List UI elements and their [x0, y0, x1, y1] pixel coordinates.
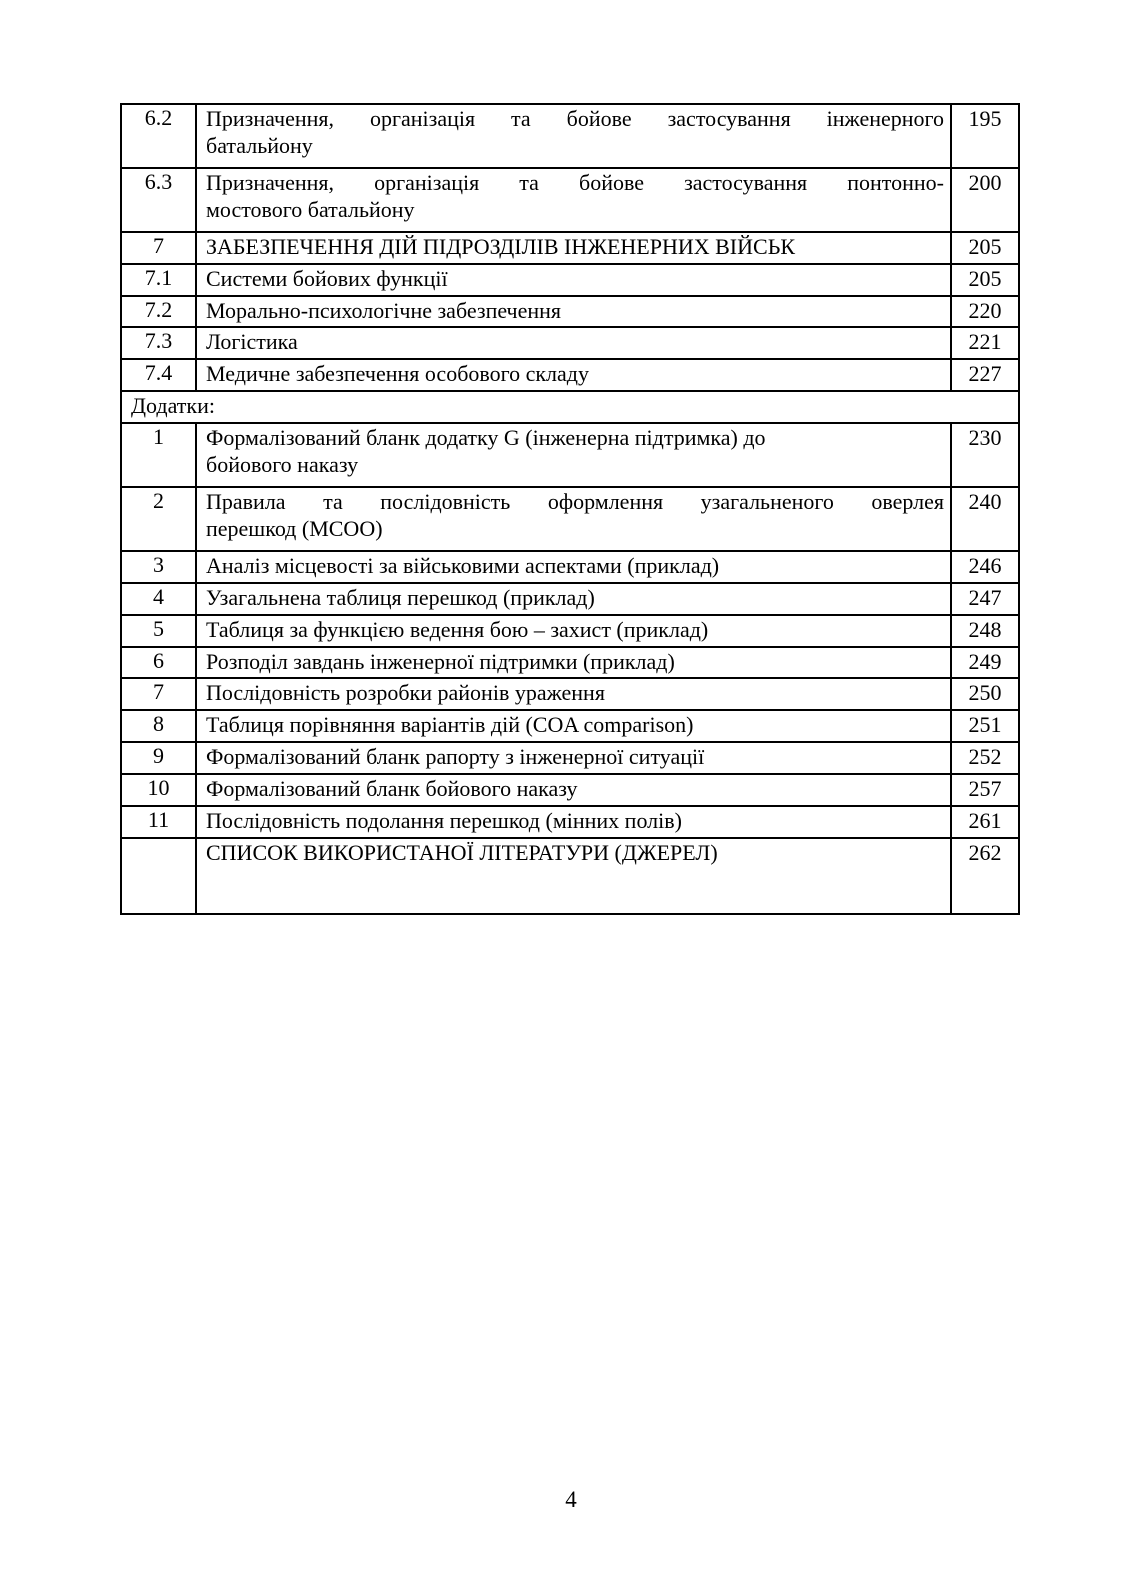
toc-section-appendix: [121, 423, 1019, 913]
toc-row-page: 250: [951, 678, 1019, 710]
toc-row-title-line: перешкод (MCOO): [206, 515, 383, 541]
toc-row-number: 2: [121, 487, 196, 551]
toc-row-page: 251: [951, 710, 1019, 742]
toc-row-title: [196, 168, 951, 232]
toc-row: [121, 232, 1019, 264]
toc-row-title: Послідовність подолання перешкод (мінних полів): [196, 806, 951, 838]
toc-row: [121, 742, 1019, 774]
toc-row-title: Розподіл завдань інженерної підтримки (приклад): [196, 647, 951, 679]
toc-row-title: СПИСОК ВИКОРИСТАНОЇ ЛІТЕРАТУРИ (ДЖЕРЕЛ): [196, 838, 951, 914]
toc-row-number: 10: [121, 774, 196, 806]
toc-row-title: Медичне забезпечення особового складу: [196, 359, 951, 391]
toc-row: [121, 710, 1019, 742]
appendices-label: Додатки:: [121, 391, 1019, 423]
toc-row: [121, 327, 1019, 359]
toc-row-number: 3: [121, 551, 196, 583]
toc-row-title: [196, 423, 951, 487]
toc-row: [121, 806, 1019, 838]
page-number: 4: [565, 1487, 577, 1512]
toc-row-title: Логістика: [196, 327, 951, 359]
toc-row-title: Формалізований бланк бойового наказу: [196, 774, 951, 806]
toc-row-title-line: Формалізований бланк додатку G (інженерна підтримка) до: [206, 425, 766, 451]
toc-section-divider: [121, 391, 1019, 423]
toc-row: [121, 678, 1019, 710]
toc-row-page: 221: [951, 327, 1019, 359]
toc-row: [121, 296, 1019, 328]
toc-row-page: 261: [951, 806, 1019, 838]
toc-row-title: ЗАБЕЗПЕЧЕННЯ ДІЙ ПІДРОЗДІЛІВ ІНЖЕНЕРНИХ ВІЙСЬК: [196, 232, 951, 264]
toc-row-title-line: Призначення, організація та бойове застосування понтонно-: [206, 170, 944, 195]
toc-row-title-line: Правила та послідовність оформлення узагальненого оверлея: [206, 489, 944, 515]
toc-row-title: [196, 487, 951, 551]
toc-row-title: Таблиця порівняння варіантів дій (COA comparison): [196, 710, 951, 742]
toc-row: [121, 615, 1019, 647]
toc-row-page: 252: [951, 742, 1019, 774]
toc-row-title: Системи бойових функції: [196, 264, 951, 296]
toc-row-title: Формалізований бланк рапорту з інженерної ситуації: [196, 742, 951, 774]
toc-row-page: 227: [951, 359, 1019, 391]
toc-row-title: Таблиця за функцією ведення бою – захист (приклад): [196, 615, 951, 647]
toc-row-title: Узагальнена таблиця перешкод (приклад): [196, 583, 951, 615]
toc-row-number: 8: [121, 710, 196, 742]
toc-row-title: Послідовність розробки районів ураження: [196, 678, 951, 710]
toc-row-page: 249: [951, 647, 1019, 679]
toc-row-number: 7.1: [121, 264, 196, 296]
toc-row: [121, 647, 1019, 679]
toc-row: [121, 551, 1019, 583]
toc-row-page: 246: [951, 551, 1019, 583]
contents-table: [120, 103, 1020, 915]
toc-row-page: 205: [951, 232, 1019, 264]
toc-row-title-line: батальйону: [206, 132, 313, 158]
toc-row-number: 11: [121, 806, 196, 838]
toc-row-page: 248: [951, 615, 1019, 647]
toc-row-page: 220: [951, 296, 1019, 328]
toc-row-page: 205: [951, 264, 1019, 296]
toc-row: [121, 359, 1019, 391]
toc-row: [121, 104, 1019, 168]
toc-row-page: 257: [951, 774, 1019, 806]
toc-row-number: [121, 838, 196, 914]
toc-row-number: 7: [121, 678, 196, 710]
toc-row-number: 6.2: [121, 104, 196, 168]
toc-row-number: 4: [121, 583, 196, 615]
toc-row-number: 1: [121, 423, 196, 487]
toc-row-page: 200: [951, 168, 1019, 232]
toc-row-page: 230: [951, 423, 1019, 487]
toc-row-title: Аналіз місцевості за військовими аспектами (приклад): [196, 551, 951, 583]
toc-row-number: 7.3: [121, 327, 196, 359]
toc-row-title-line: бойового наказу: [206, 451, 359, 477]
toc-row: [121, 423, 1019, 487]
appendices-divider-row: [121, 391, 1019, 423]
toc-row-title-line: Призначення, організація та бойове застосування інженерного: [206, 106, 944, 131]
toc-row: [121, 774, 1019, 806]
toc-row-number: 7.2: [121, 296, 196, 328]
toc-row-number: 6.3: [121, 168, 196, 232]
toc-row-page: 247: [951, 583, 1019, 615]
toc-row-title: [196, 104, 951, 168]
toc-row: [121, 838, 1019, 914]
toc-row: [121, 264, 1019, 296]
toc-row-page: 262: [951, 838, 1019, 914]
toc-row-number: 7: [121, 232, 196, 264]
toc-row: [121, 168, 1019, 232]
toc-row-number: 6: [121, 647, 196, 679]
toc-row: [121, 583, 1019, 615]
toc-row-title-line: мостового батальйону: [206, 196, 415, 222]
toc-row-page: 195: [951, 104, 1019, 168]
toc-row-title: Морально-психологічне забезпечення: [196, 296, 951, 328]
toc-section-main: [121, 104, 1019, 391]
toc-row-page: 240: [951, 487, 1019, 551]
toc-row-number: 9: [121, 742, 196, 774]
toc-row-number: 5: [121, 615, 196, 647]
toc-row-number: 7.4: [121, 359, 196, 391]
toc-row: [121, 487, 1019, 551]
